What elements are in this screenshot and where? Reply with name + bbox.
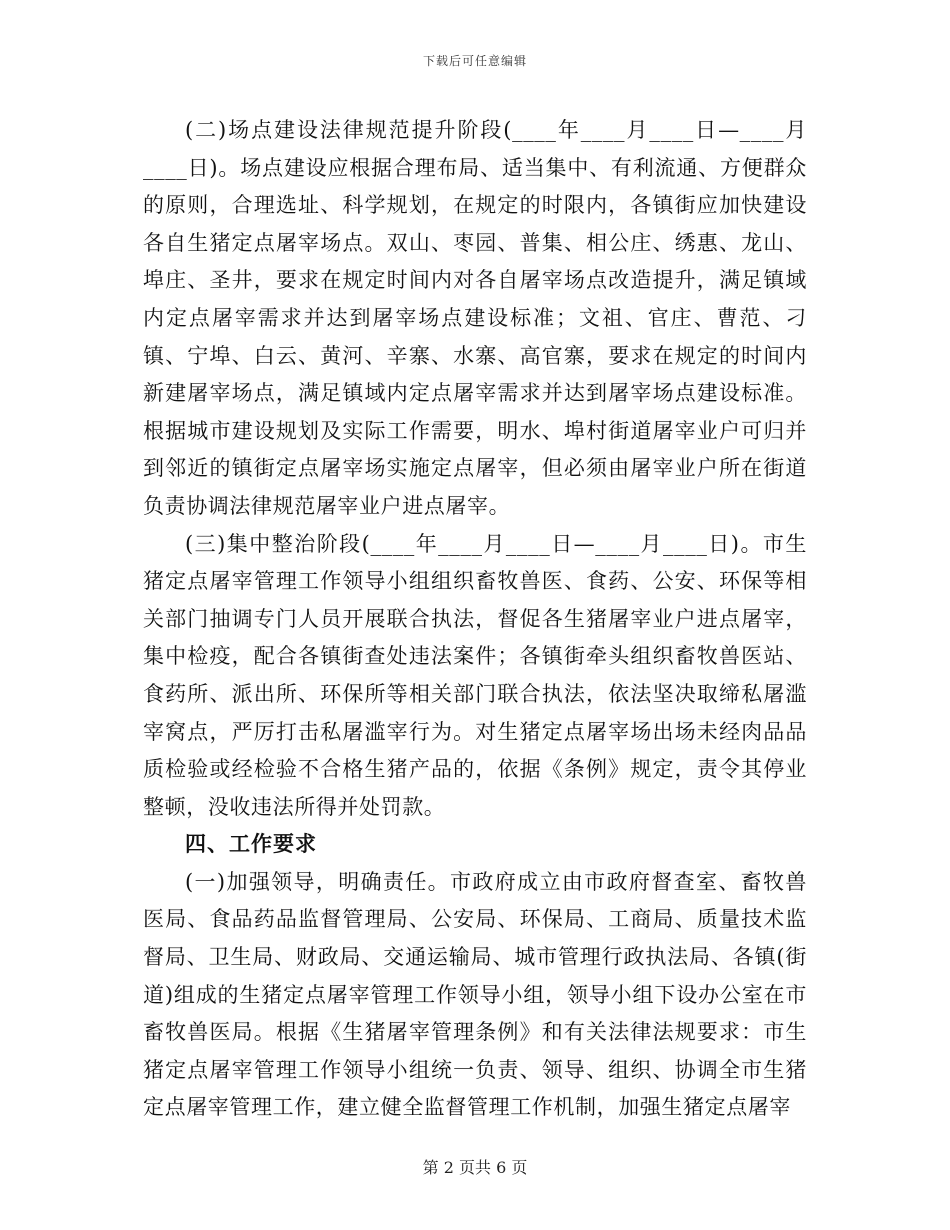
paragraph-stage-2: (二)场点建设法律规范提升阶段(____年____月____日—____月____日)。场点建设应根据合理布局、适当集中、有利流通、方便群众的原则，合理选址、科学规划，在规定的时限内，各镇街应加快建设各自生猪定点屠宰场点。双山、枣园、普集、相公庄、绣惠、龙山、埠庄、圣井，要求在规定时间内对各自屠宰场点改造提升，满足镇域内定点屠宰需求并达到屠宰场点建设标准；文祖、官庄、曹范、刁镇、宁埠、白云、黄河、辛寨、水寨、高官寨，要求在规定的时间内新建屠宰场点，满足镇域内定点屠宰需求并达到屠宰场点建设标准。根据城市建设规划及实际工作需要，明水、埠村街道屠宰业户可归并到邻近的镇街定点屠宰场实施定点屠宰，但必须由屠宰业户所在街道负责协调法律规范屠宰业户进点屠宰。 xyxy=(143,118,807,518)
document-body xyxy=(143,112,807,1127)
paragraph-stage-3: (三)集中整治阶段(____年____月____日—____月____日)。市生猪定点屠宰管理工作领导小组组织畜牧兽医、食药、公安、环保等相关部门抽调专门人员开展联合执法，督促各生猪屠宰业户进点屠宰，集中检疫，配合各镇街查处违法案件；各镇街牵头组织畜牧兽医站、食药所、派出所、环保所等相关部门联合执法，依法坚决取缔私屠滥宰窝点，严厉打击私屠滥宰行为。对生猪定点屠宰场出场未经肉品品质检验或经检验不合格生猪产品的，依据《条例》规定，责令其停业整顿，没收违法所得并处罚款。 xyxy=(143,531,807,819)
paragraph-requirement-1: (一)加强领导，明确责任。市政府成立由市政府督查室、畜牧兽医局、食品药品监督管理局、公安局、环保局、工商局、质量技术监督局、卫生局、财政局、交通运输局、城市管理行政执法局、各镇(街道)组成的生猪定点屠宰管理工作领导小组，领导小组下设办公室在市畜牧兽医局。根据《生猪屠宰管理条例》和有关法律法规要求：市生猪定点屠宰管理工作领导小组统一负责、领导、组织、协调全市生猪定点屠宰管理工作，建立健全监督管理工作机制，加强生猪定点屠宰 xyxy=(143,869,807,1120)
page-number: 第 2 页共 6 页 xyxy=(422,1158,528,1177)
page-header: 下载后可任意编辑 xyxy=(422,54,527,68)
section-heading-work-requirements: 四、工作要求 xyxy=(185,832,317,857)
